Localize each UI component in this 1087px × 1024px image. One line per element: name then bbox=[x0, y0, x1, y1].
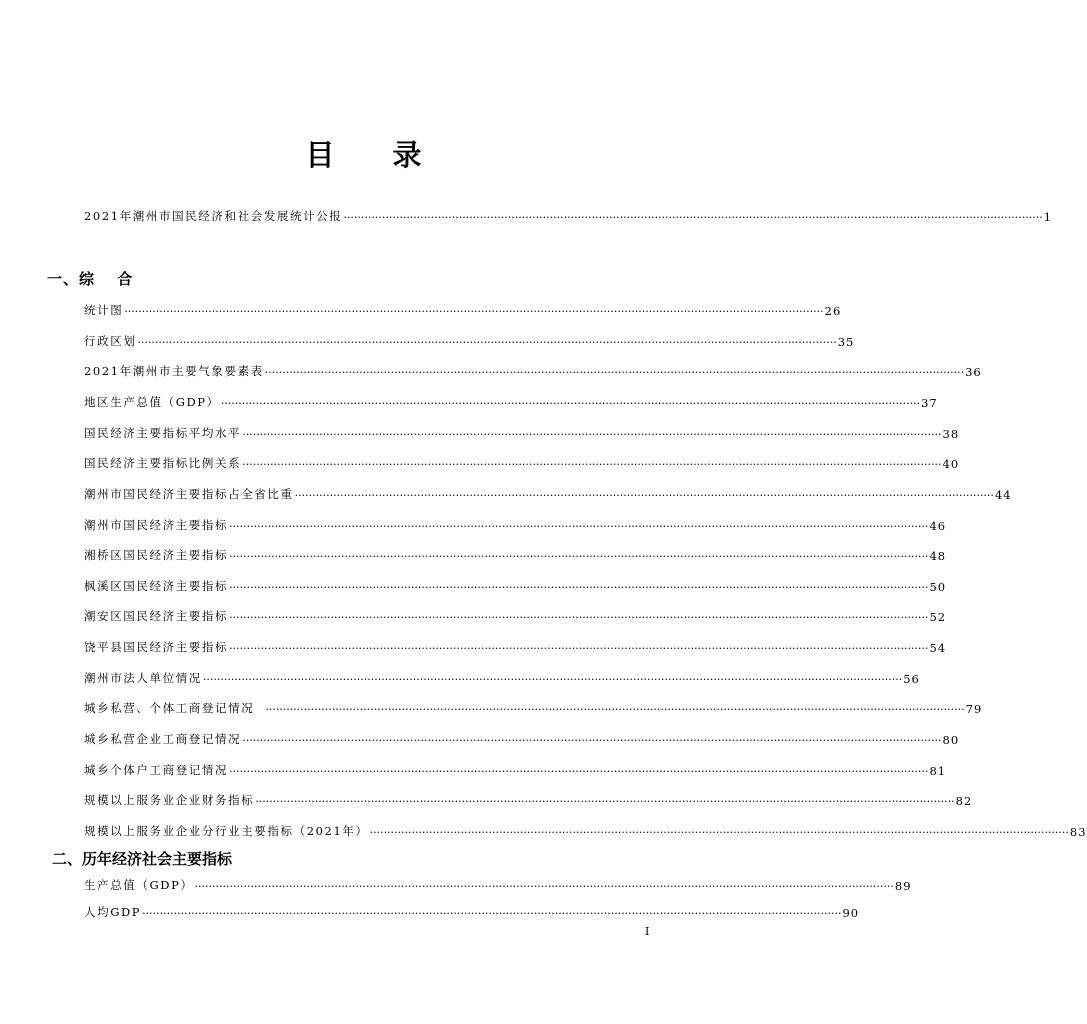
toc-entry-label: 2021年潮州市国民经济和社会发展统计公报 bbox=[84, 209, 343, 223]
toc-entry-label: 湘桥区国民经济主要指标 bbox=[84, 548, 229, 562]
dot-leader: ········································································································································································································ bbox=[229, 642, 929, 655]
dot-leader: ········································································································································································································ bbox=[229, 611, 929, 624]
dot-leader: ········································································································································································································ bbox=[137, 336, 837, 349]
dot-leader: ········································································································································································································ bbox=[242, 458, 942, 471]
toc-entry-label: 饶平县国民经济主要指标 bbox=[84, 640, 229, 654]
toc-entry-label: 国民经济主要指标比例关系 bbox=[84, 456, 242, 470]
toc-entry[interactable] bbox=[84, 298, 842, 318]
toc-entry-page: 46 bbox=[929, 519, 947, 533]
toc-entry-page: 89 bbox=[894, 879, 912, 893]
dot-leader: ········································································································································································································ bbox=[229, 581, 929, 594]
toc-entry[interactable] bbox=[84, 359, 982, 379]
toc-entry[interactable] bbox=[84, 513, 947, 533]
dot-leader: ········································································································································································································ bbox=[142, 907, 842, 920]
toc-entry-label: 地区生产总值（GDP） bbox=[84, 395, 220, 409]
dot-leader: ········································································································································································································ bbox=[229, 765, 929, 778]
toc-entry-label: 人均GDP bbox=[84, 905, 142, 919]
toc-entry[interactable] bbox=[84, 482, 1012, 502]
toc-entry-label: 枫溪区国民经济主要指标 bbox=[84, 579, 229, 593]
dot-leader: ········································································································································································································ bbox=[202, 673, 903, 686]
section-heading-2: 二、历年经济社会主要指标 bbox=[52, 850, 233, 868]
toc-entry-label: 潮州市国民经济主要指标占全省比重 bbox=[84, 487, 294, 501]
toc-entry[interactable] bbox=[84, 727, 960, 747]
dot-leader: ········································································································································································································ bbox=[343, 211, 1043, 224]
toc-entry-intro[interactable] bbox=[84, 204, 1053, 224]
toc-entry-page: 79 bbox=[965, 702, 983, 716]
toc-entry[interactable] bbox=[84, 635, 947, 655]
toc-entry[interactable] bbox=[84, 666, 920, 686]
dot-leader: ········································································································································································································ bbox=[255, 795, 955, 808]
toc-entry[interactable] bbox=[84, 574, 947, 594]
toc-entry-page: 36 bbox=[965, 365, 982, 379]
toc-entry[interactable] bbox=[84, 873, 912, 893]
title-char-1: 目 bbox=[305, 138, 337, 172]
toc-entry-page: 35 bbox=[837, 335, 855, 349]
section-heading-1: 一、综 合 bbox=[47, 270, 134, 288]
dot-leader: ········································································································································································································ bbox=[294, 489, 994, 502]
toc-entry-label: 城乡个体户工商登记情况 bbox=[84, 763, 229, 777]
dot-leader: ········································································································································································································ bbox=[265, 703, 965, 716]
dot-leader: ········································································································································································································ bbox=[194, 880, 894, 893]
dot-leader: ········································································································································································································ bbox=[229, 520, 929, 533]
toc-entry-page: 26 bbox=[824, 304, 842, 318]
toc-entry-page: 52 bbox=[929, 610, 947, 624]
toc-entry[interactable] bbox=[84, 900, 860, 920]
toc-entry-label: 城乡私营、个体工商登记情况 bbox=[84, 701, 255, 715]
dot-leader: ········································································································································································································ bbox=[264, 366, 965, 379]
toc-entry-page: 50 bbox=[929, 580, 947, 594]
toc-entry-page: 80 bbox=[942, 733, 960, 747]
toc-entry-page: 81 bbox=[929, 764, 947, 778]
toc-entry-label: 城乡私营企业工商登记情况 bbox=[84, 732, 242, 746]
page-title bbox=[0, 133, 729, 174]
toc-entry-label: 潮安区国民经济主要指标 bbox=[84, 609, 229, 623]
toc-entry-label: 行政区划 bbox=[84, 334, 137, 348]
toc-entry[interactable] bbox=[84, 451, 960, 471]
toc-entry-label: 2021年潮州市主要气象要素表 bbox=[84, 364, 264, 378]
page-number: I bbox=[645, 925, 650, 938]
toc-entry[interactable] bbox=[84, 819, 1087, 839]
toc-entry-label: 潮州市法人单位情况 bbox=[84, 671, 202, 685]
toc-entry-label: 规模以上服务业企业财务指标 bbox=[84, 793, 255, 807]
title-char-2: 录 bbox=[392, 138, 424, 172]
toc-entry-page: 48 bbox=[929, 549, 947, 563]
toc-entry[interactable] bbox=[84, 543, 947, 563]
toc-entry-page: 40 bbox=[942, 457, 960, 471]
toc-entry-page: 83 bbox=[1069, 825, 1087, 839]
toc-entry-page: 56 bbox=[903, 672, 920, 686]
toc-entry[interactable] bbox=[84, 696, 983, 716]
toc-entry-label: 规模以上服务业企业分行业主要指标（2021年） bbox=[84, 824, 369, 838]
dot-leader: ········································································································································································································ bbox=[229, 550, 929, 563]
dot-leader: ········································································································································································································ bbox=[242, 734, 942, 747]
toc-entry[interactable] bbox=[84, 604, 947, 624]
toc-entry-page: 38 bbox=[942, 427, 960, 441]
toc-entry-page: 44 bbox=[994, 488, 1012, 502]
dot-leader: ········································································································································································································ bbox=[369, 826, 1069, 839]
toc-entry-page: 54 bbox=[929, 641, 947, 655]
toc-entry-page: 90 bbox=[842, 906, 860, 920]
toc-entry-label: 潮州市国民经济主要指标 bbox=[84, 518, 229, 532]
toc-entry-page: 37 bbox=[921, 396, 938, 410]
toc-entry[interactable] bbox=[84, 329, 855, 349]
toc-entry[interactable] bbox=[84, 421, 960, 441]
toc-entry[interactable] bbox=[84, 788, 973, 808]
toc-entry-page: 82 bbox=[955, 794, 973, 808]
toc-entry[interactable] bbox=[84, 758, 947, 778]
toc-entry-page: 1 bbox=[1043, 210, 1053, 224]
dot-leader: ········································································································································································································ bbox=[220, 397, 921, 410]
toc-entry-label: 生产总值（GDP） bbox=[84, 878, 194, 892]
toc-entry-label: 统计图 bbox=[84, 303, 124, 317]
toc-entry[interactable] bbox=[84, 390, 938, 410]
dot-leader: ········································································································································································································ bbox=[242, 428, 942, 441]
toc-entry-label: 国民经济主要指标平均水平 bbox=[84, 426, 242, 440]
dot-leader: ········································································································································································································ bbox=[124, 305, 824, 318]
